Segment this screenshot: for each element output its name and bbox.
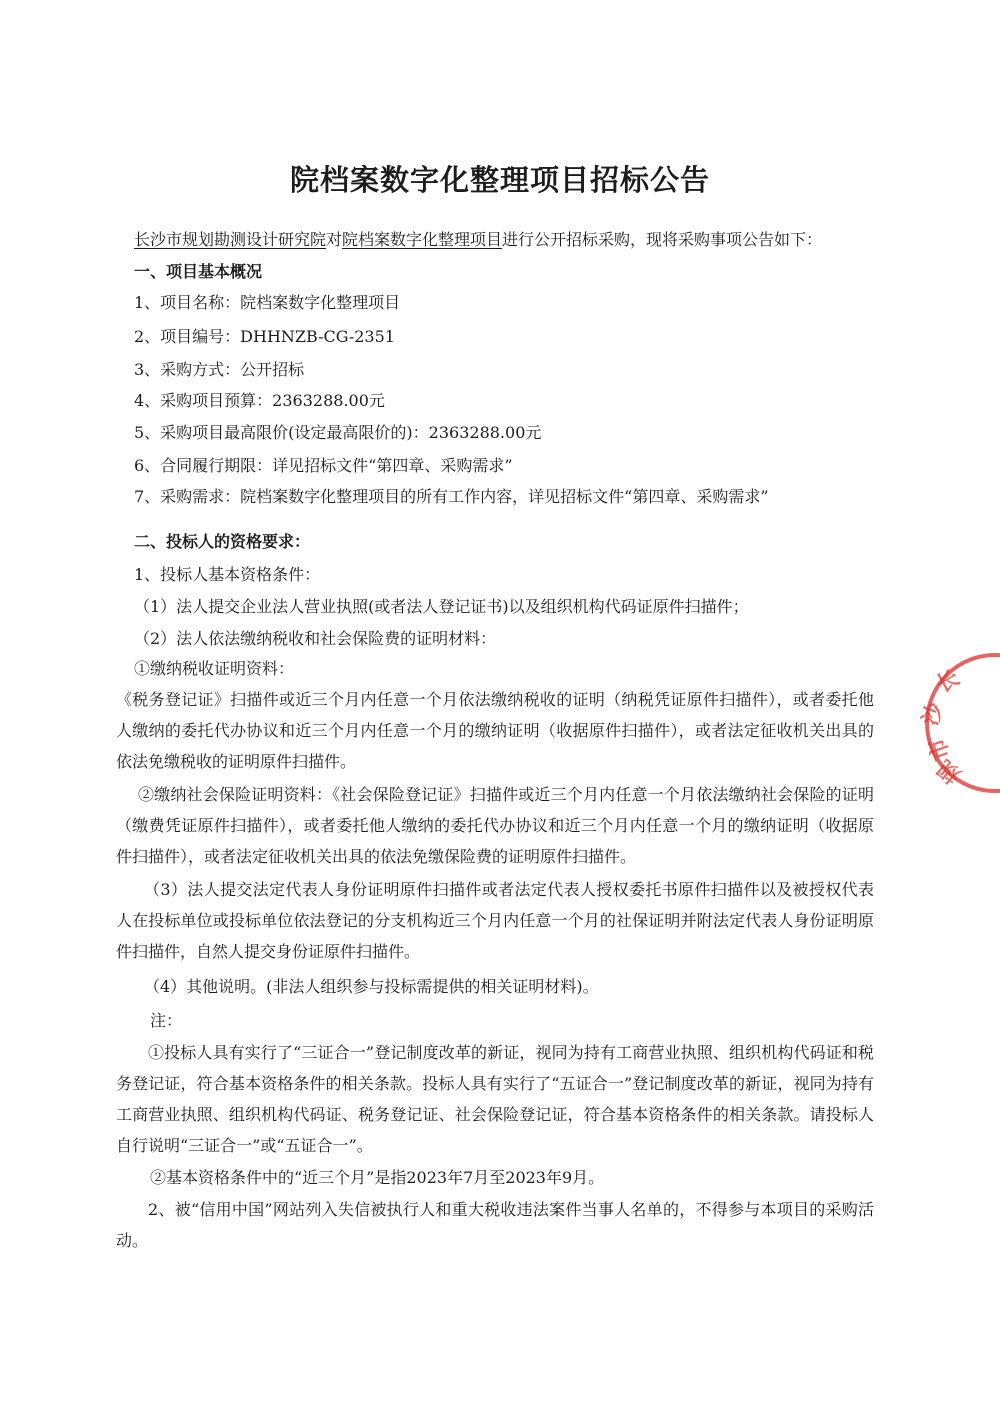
- intro-text-1: 对: [326, 230, 343, 249]
- project-item: 5、采购项目最高限价(设定最高限价的)：2363288.00元: [134, 423, 542, 442]
- official-seal: [900, 645, 1000, 795]
- note-1: ①投标人具有实行了“三证合一”登记制度改革的新证，视同为持有工商营业执照、组织机构代码证和税务登记证，符合基本资格条件的相关条款。投标人具有实行了“五证合一”登记制度改革的新证，视同为持有工商营业执照、组织机构代码证、税务登记证、社会保险登记证，符合基本资格条件的相关条款。请投标人自行说明“三证合一”或“五证合一”。: [116, 1043, 874, 1155]
- tax-proof-body: 《税务登记证》扫描件或近三个月内任意一个月依法缴纳税收的证明（纳税凭证原件扫描件），或者委托他人缴纳的委托代办协议和近三个月内任意一个月的缴纳证明（收据原件扫描件），或者法定征收机关出具的依法免缴税收的证明原件扫描件。: [116, 690, 874, 771]
- project-item: 1、项目名称：院档案数字化整理项目: [134, 293, 401, 312]
- note-label: 注：: [150, 1011, 183, 1030]
- project-item: 3、采购方式：公开招标: [134, 360, 305, 379]
- project-item: 7、采购需求：院档案数字化整理项目的所有工作内容，详见招标文件“第四章、采购需求”: [134, 487, 769, 506]
- project-item: 4、采购项目预算：2363288.00元: [134, 391, 385, 410]
- condition-2: （2）法人依法缴纳税收和社会保险费的证明材料：: [134, 629, 497, 648]
- intro-line: [134, 227, 822, 250]
- intro-project: 院档案数字化整理项目: [342, 230, 503, 249]
- intro-text-2: 进行公开招标采购，现将采购事项公告如下：: [502, 230, 823, 249]
- condition-3: （3）法人提交法定代表人身份证明原件扫描件或者法定代表人授权委托书原件扫描件以及被授权代表人在投标单位或投标单位依法登记的分支机构近三个月内任意一个月的社保证明并附法定代表人身份证明原件扫描件，自然人提交身份证原件扫描件。: [116, 880, 874, 961]
- intro-org: 长沙市规划勘测设计研究院: [134, 230, 327, 249]
- condition-4: （4）其他说明。(非法人组织参与投标需提供的相关证明材料)。: [144, 977, 599, 996]
- qualification-subheading: 1、投标人基本资格条件：: [134, 565, 321, 584]
- svg-text:规: 规: [932, 754, 966, 788]
- svg-text:市: 市: [924, 734, 956, 764]
- svg-text:长: 长: [932, 665, 965, 699]
- note-2: ②基本资格条件中的“近三个月”是指2023年7月至2023年9月。: [150, 1168, 605, 1187]
- svg-text:沙: 沙: [918, 699, 950, 730]
- page-title: 院档案数字化整理项目招标公告: [289, 163, 710, 197]
- condition-1: （1）法人提交企业法人营业执照(或者法人登记证书)以及组织机构代码证原件扫描件；: [134, 597, 749, 616]
- section1-heading: 一、项目基本概况: [134, 262, 263, 281]
- project-item: 2、项目编号：DHHNZB-CG-2351: [134, 327, 395, 346]
- social-insurance-proof: ②缴纳社会保险证明资料：《社会保险登记证》扫描件或近三个月内任意一个月依法缴纳社会保险的证明（缴费凭证原件扫描件），或者委托他人缴纳的委托代办协议和近三个月内任意一个月的缴纳证明（收据原件扫描件），或者法定征收机关出具的依法免缴保险费的证明原件扫描件。: [116, 785, 874, 866]
- tax-proof-heading: ①缴纳税收证明资料：: [134, 659, 295, 678]
- section2-heading: 二、投标人的资格要求：: [134, 532, 311, 551]
- disqualification-clause: 2、被“信用中国”网站列入失信被执行人和重大税收违法案件当事人名单的，不得参与本项目的采购活动。: [116, 1200, 874, 1250]
- project-item: 6、合同履行期限：详见招标文件“第四章、采购需求”: [134, 456, 513, 475]
